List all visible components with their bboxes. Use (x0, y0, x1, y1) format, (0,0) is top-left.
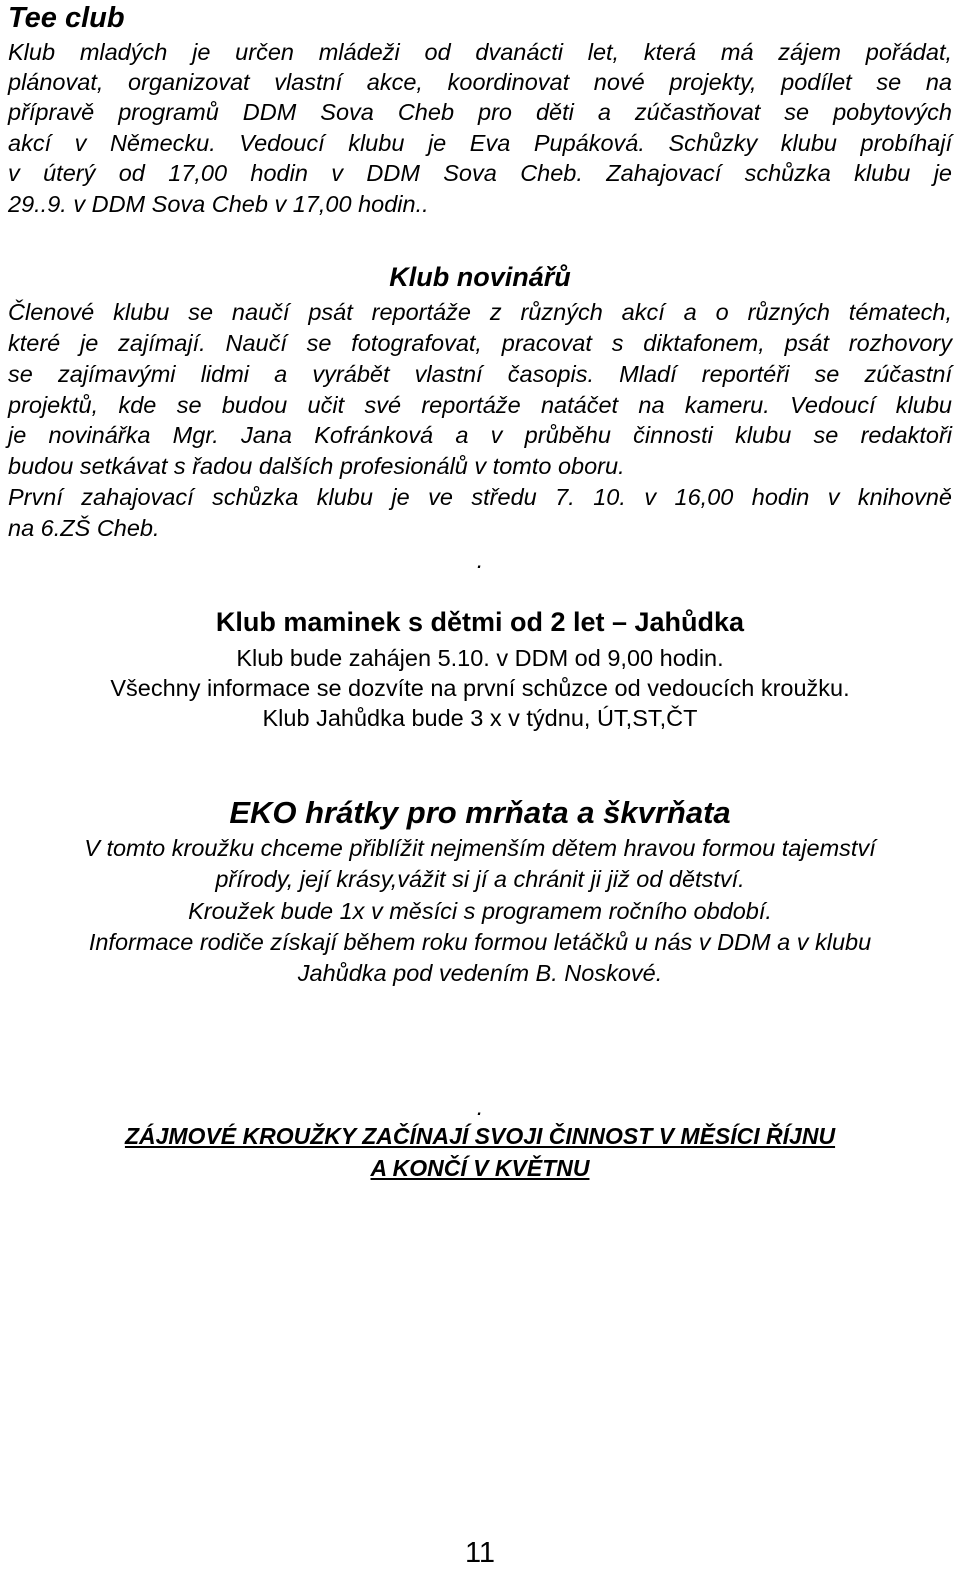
klub-novinaru-text-line: budou setkávat s řadou dalších profesionálů v tomto oboru. (8, 453, 625, 479)
tee-club-title: Tee club (8, 2, 125, 34)
klub-novinaru-text-line: Členové klubu se naučí psát reportáže z různých akcí a o různých tématech, (8, 299, 952, 325)
klub-novinaru-text-line: První zahajovací schůzka klubu je ve středu 7. 10. v 16,00 hodin v knihovně (8, 484, 952, 510)
klub-novinaru-text-line: na 6.ZŠ Cheb. (8, 515, 160, 541)
tee-club-text-line: v úterý od 17,00 hodin v DDM Sova Cheb. Zahajovací schůzka klubu je (8, 160, 952, 186)
tee-club-text-line: přípravě programů DDM Sova Cheb pro děti a zúčastňovat se pobytových (8, 99, 952, 125)
tee-club-text-line: Klub mladých je určen mládeži od dvanácti let, která má zájem pořádat, (8, 39, 952, 65)
klub-novinaru-text-line: se zajímavými lidmi a vyrábět vlastní časopis. Mladí reportéři se zúčastní (8, 361, 952, 387)
eko-hratky-text-line: Kroužek bude 1x v měsíci s programem ročního období. (188, 898, 772, 924)
eko-hratky-title: EKO hrátky pro mrňata a škvrňata (229, 795, 731, 830)
klub-maminek-text-line: Všechny informace se dozvíte na první schůzce od vedoucích kroužku. (110, 675, 850, 701)
separator-dot: . (476, 1094, 484, 1120)
tee-club-text-line: plánovat, organizovat vlastní akce, koordinovat nové projekty, podílet se na (8, 69, 952, 95)
klub-maminek-text-line: Klub Jahůdka bude 3 x v týdnu, ÚT,ST,ČT (262, 705, 698, 731)
tee-club-text-line: akcí v Německu. Vedoucí klubu je Eva Pupáková. Schůzky klubu probíhají (8, 130, 952, 156)
eko-hratky-text-line: Informace rodiče získají během roku formou letáčků u nás v DDM a v klubu (88, 929, 872, 955)
final-notice-line: ZÁJMOVÉ KROUŽKY ZAČÍNAJÍ SVOJI ČINNOST V MĚSÍCI ŘÍJNU (124, 1123, 836, 1149)
klub-novinaru-title: Klub novinářů (389, 262, 571, 292)
klub-maminek-title: Klub maminek s dětmi od 2 let – Jahůdka (215, 607, 745, 637)
eko-hratky-text-line: V tomto kroužku chceme přiblížit nejmenším dětem hravou formou tajemství (84, 835, 876, 861)
tee-club-text-line: 29..9. v DDM Sova Cheb v 17,00 hodin.. (8, 191, 429, 217)
klub-maminek-text-line: Klub bude zahájen 5.10. v DDM od 9,00 hodin. (236, 645, 724, 671)
klub-novinaru-text-line: je novinářka Mgr. Jana Kofránková a v průběhu činnosti klubu se redaktoři (8, 422, 952, 448)
klub-novinaru-text-line: projektů, kde se budou učit své reportáže natáčet na kameru. Vedoucí klubu (8, 392, 952, 418)
final-notice-line: A KONČÍ V KVĚTNU (370, 1155, 590, 1181)
page-number: 11 (464, 1537, 496, 1569)
separator-dot: . (476, 547, 484, 573)
klub-novinaru-text-line: které je zajímají. Naučí se fotografovat, pracovat s diktafonem, psát rozhovory (8, 330, 952, 356)
eko-hratky-text-line: přírody, její krásy,vážit si jí a chránit ji již od dětství. (215, 866, 745, 892)
eko-hratky-text-line: Jahůdka pod vedením B. Noskové. (297, 960, 663, 986)
